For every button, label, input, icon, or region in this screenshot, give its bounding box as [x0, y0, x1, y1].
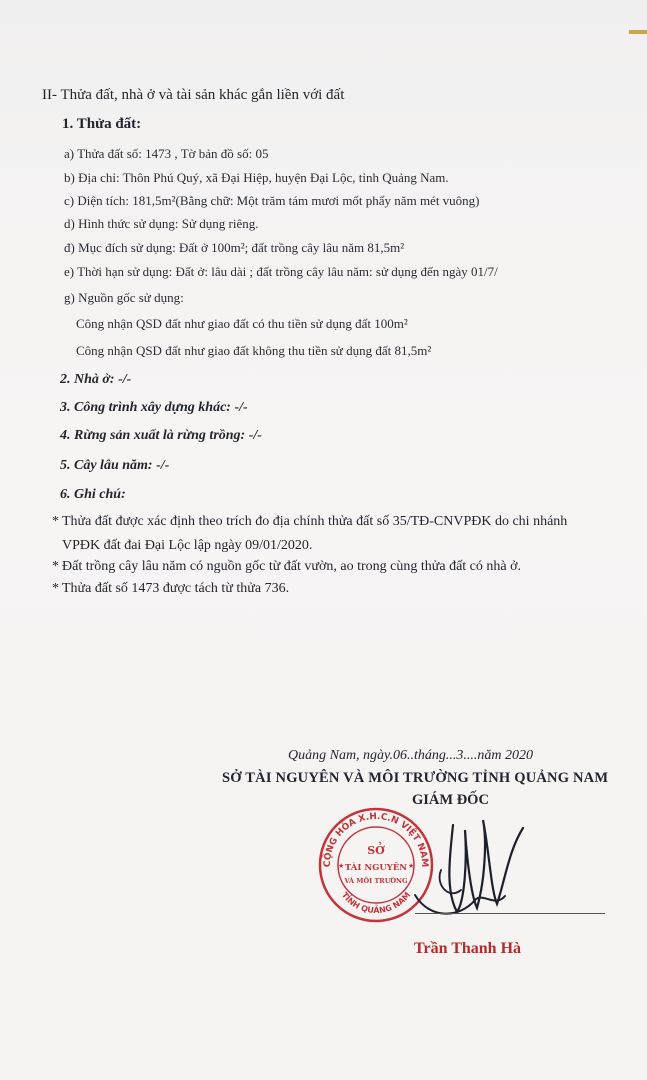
bullet-icon: *: [52, 559, 59, 574]
note-item-continuation: VPĐK đất đai Đại Lộc lập ngày 09/01/2020.: [62, 538, 313, 553]
section-title: II- Thửa đất, nhà ở và tài sản khác gắn liền với đất: [42, 87, 345, 103]
stamp-center-line-1: SỞ: [367, 844, 385, 857]
note-item: * Thửa đất số 1473 được tách từ thửa 736.: [52, 581, 290, 596]
parcel-number: a) Thửa đất số: 1473 , Tờ bản đồ số: 05: [64, 146, 269, 161]
origin-line-2: Công nhận QSD đất như giao đất không thu tiền sử dụng đất 81,5m²: [76, 343, 432, 358]
signer-name: Trần Thanh Hà: [414, 940, 522, 957]
stamp-ring-text: CỘNG HÒA X.H.C.N VIỆT NAM: [322, 811, 430, 868]
note-item: * Đất trồng cây lâu năm có nguồn gốc từ đất vườn, ao trong cùng thửa đất có nhà ở.: [52, 559, 522, 574]
other-construction-item: 3. Công trình xây dựng khác: -/-: [60, 400, 248, 415]
forest-item: 4. Rừng sản xuất là rừng trồng: -/-: [60, 428, 262, 443]
usage-term: e) Thời hạn sử dụng: Đất ở: lâu dài ; đất trồng cây lâu năm: sử dụng đến ngày 01/7/: [64, 264, 498, 279]
signature-line: [415, 913, 605, 914]
origin-heading: g) Nguồn gốc sử dụng:: [64, 290, 184, 305]
perennial-item: 5. Cây lâu năm: -/-: [60, 458, 170, 473]
stamp-star-icon: ★: [408, 862, 415, 870]
stamp-center-line-3: VÀ MÔI TRƯỜNG: [344, 877, 408, 885]
notes-heading: 6. Ghi chú:: [60, 487, 126, 502]
bullet-icon: *: [52, 514, 59, 529]
origin-line-1: Công nhận QSD đất như giao đất có thu tiền sử dụng đất 100m²: [76, 316, 408, 331]
corner-mark: [629, 30, 647, 34]
house-item: 2. Nhà ở: -/-: [60, 372, 132, 387]
signature-icon: [405, 800, 605, 930]
usage-form: d) Hình thức sử dụng: Sử dụng riêng.: [64, 216, 259, 231]
stamp-bottom-text: TỈNH QUẢNG NAM: [339, 890, 413, 916]
area: c) Diện tích: 181,5m²(Bằng chữ: Một trăm tám mươi mốt phẩy năm mét vuông): [64, 193, 480, 208]
place-date: Quảng Nam, ngày.06..tháng...3....năm 2020: [288, 748, 533, 763]
bullet-icon: *: [52, 581, 59, 596]
stamp-star-icon: ★: [338, 862, 345, 870]
issuing-department: SỞ TÀI NGUYÊN VÀ MÔI TRƯỜNG TỈNH QUẢNG NAM: [222, 770, 609, 786]
signer-role: GIÁM ĐỐC: [412, 792, 489, 808]
stamp-center-line-2: TÀI NGUYÊN: [344, 863, 408, 873]
usage-purpose: đ) Mục đích sử dụng: Đất ở 100m²; đất trồng cây lâu năm 81,5m²: [64, 240, 405, 255]
land-heading: 1. Thửa đất:: [62, 116, 142, 132]
address: b) Địa chỉ: Thôn Phú Quý, xã Đại Hiệp, huyện Đại Lộc, tỉnh Quảng Nam.: [64, 170, 449, 185]
note-item: * Thửa đất được xác định theo trích đo địa chính thửa đất số 35/TĐ-CNVPĐK do chi nhánh: [52, 514, 568, 529]
